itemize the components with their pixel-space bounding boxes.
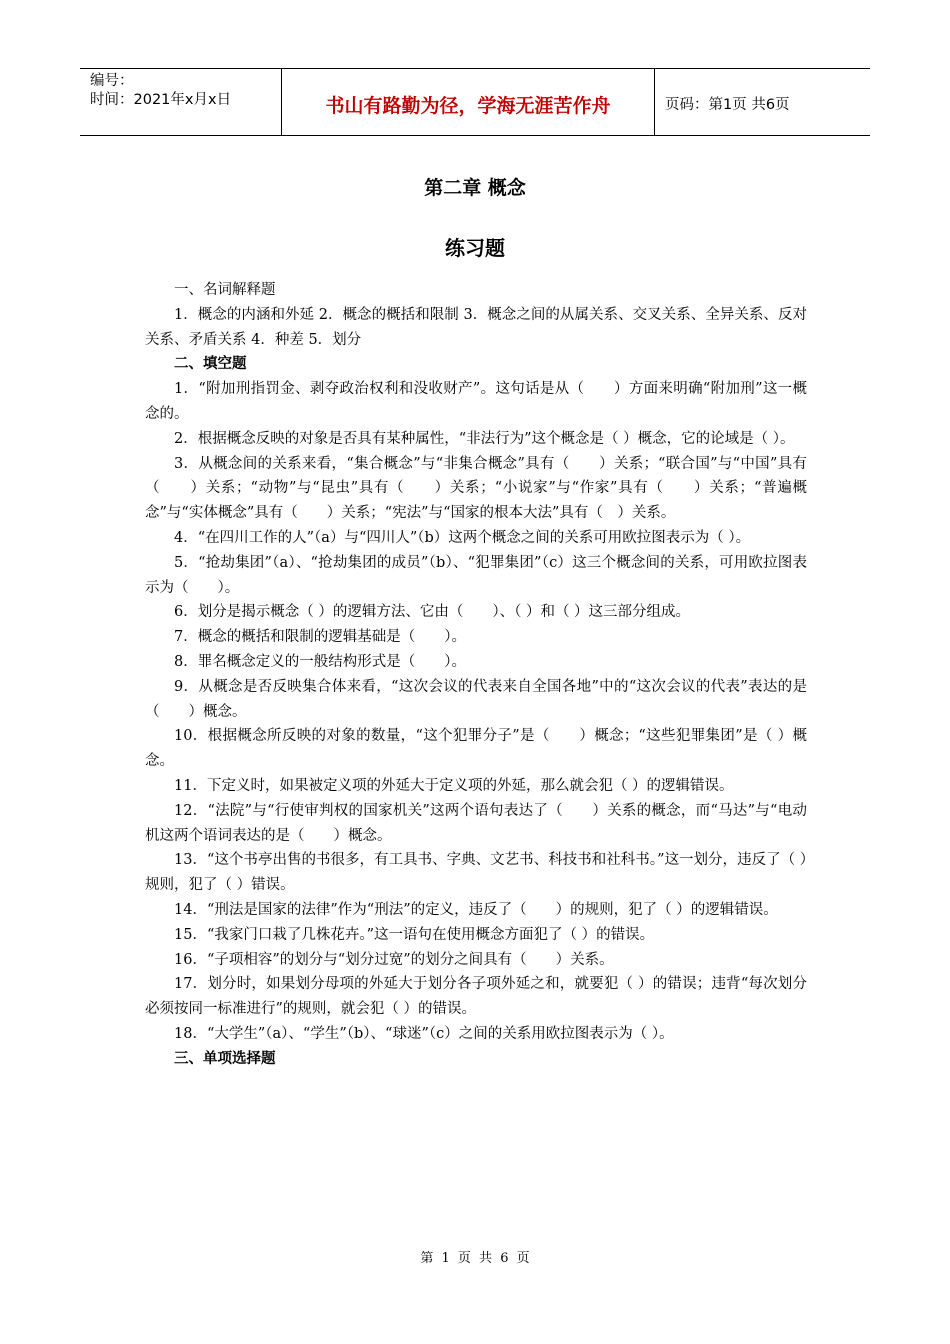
question-item: 15．“我家门口栽了几株花卉。”这一语句在使用概念方面犯了（ ）的错误。 <box>174 926 655 943</box>
section-heading-fill-blank: 二、填空题 <box>174 356 247 373</box>
definitions-list: 1．概念的内涵和外延 2．概念的概括和限制 3．概念之间的从属关系、交叉关系、全异关系、反对关系、矛盾关系 4．种差 5．划分 <box>145 306 807 348</box>
document-time-label: 时间：2021年x月x日 <box>90 92 232 108</box>
page-footer: 第 1 页 共 6 页 <box>420 1251 530 1266</box>
header-motto: 书山有路勤为径，学海无涯苦作舟 <box>281 69 655 135</box>
header-meta-cell <box>80 69 281 135</box>
exercise-body <box>145 278 807 1072</box>
question-item: 11．下定义时，如果被定义项的外延大于定义项的外延，那么就会犯（ ）的逻辑错误。 <box>174 777 734 794</box>
section-title: 练习题 <box>445 236 505 260</box>
question-item: 9．从概念是否反映集合体来看，“这次会议的代表来自全国各地”中的“这次会议的代表”表达的是（ ）概念。 <box>145 678 807 720</box>
question-item: 7．概念的概括和限制的逻辑基础是（ ）。 <box>174 629 466 646</box>
question-item: 17．划分时，如果划分母项的外延大于划分各子项外延之和，就要犯（ ）的错误；违背“每次划分必须按同一标准进行”的规则，就会犯（ ）的错误。 <box>145 976 807 1018</box>
question-item: 12．“法院”与“行使审判权的国家机关”这两个语句表达了（ ）关系的概念，而“马达”与“电动机这两个语词表达的是（ ）概念。 <box>145 802 807 844</box>
question-item: 16．“子项相容”的划分与“划分过宽”的划分之间具有（ ）关系。 <box>174 951 614 968</box>
header-page-info: 页码：第1页 共6页 <box>665 97 790 113</box>
section-heading-definitions: 一、名词解释题 <box>174 282 276 298</box>
question-item: 1．“附加刑指罚金、剥夺政治权利和没收财产”。这句话是从（ ）方面来明确“附加刑”这一概念的。 <box>145 381 807 422</box>
question-item: 2．根据概念反映的对象是否具有某种属性，“非法行为”这个概念是（ ）概念，它的论域是（ ）。 <box>174 430 795 447</box>
question-item: 5．“抢劫集团”（a）、“抢劫集团的成员”（b）、“犯罪集团”（c）这三个概念间的关系，可用欧拉图表示为（ ）。 <box>145 554 807 596</box>
document-header <box>80 68 870 136</box>
chapter-title: 第二章 概念 <box>424 177 526 199</box>
question-item: 4．“在四川工作的人”（a）与“四川人”（b）这两个概念之间的关系可用欧拉图表示为（ ）。 <box>174 529 751 546</box>
document-number-label: 编号： <box>90 73 134 89</box>
question-item: 3．从概念间的关系来看，“集合概念”与“非集合概念”具有（ ）关系；“联合国”与“中国”具有（ ）关系；“动物”与“昆虫”具有（ ）关系；“小说家”与“作家”具有（ ）关系；“普遍概念”与“实体概念”具有（ ）关系；“宪法”与“国家的根本大法”具有（ ）关系。 <box>145 455 807 522</box>
question-item: 14．“刑法是国家的法律”作为“刑法”的定义，违反了（ ）的规则，犯了（ ）的逻辑错误。 <box>174 901 778 918</box>
question-item: 18．“大学生”（a）、“学生”（b）、“球迷”（c）之间的关系用欧拉图表示为（ ）。 <box>174 1025 674 1042</box>
question-item: 10．根据概念所反映的对象的数量，“这个犯罪分子”是（ ）概念；“这些犯罪集团”是（ ）概念。 <box>145 728 807 770</box>
question-item: 6．划分是揭示概念（ ）的逻辑方法、它由（ ）、（ ）和（ ）这三部分组成。 <box>174 604 691 621</box>
question-item: 13．“这个书亭出售的书很多，有工具书、字典、文艺书、科技书和社科书。”这一划分，违反了（ ）规则，犯了（ ）错误。 <box>145 852 807 894</box>
section-heading-single-choice: 三、单项选择题 <box>174 1050 276 1067</box>
question-item: 8．罪名概念定义的一般结构形式是（ ）。 <box>174 653 466 670</box>
